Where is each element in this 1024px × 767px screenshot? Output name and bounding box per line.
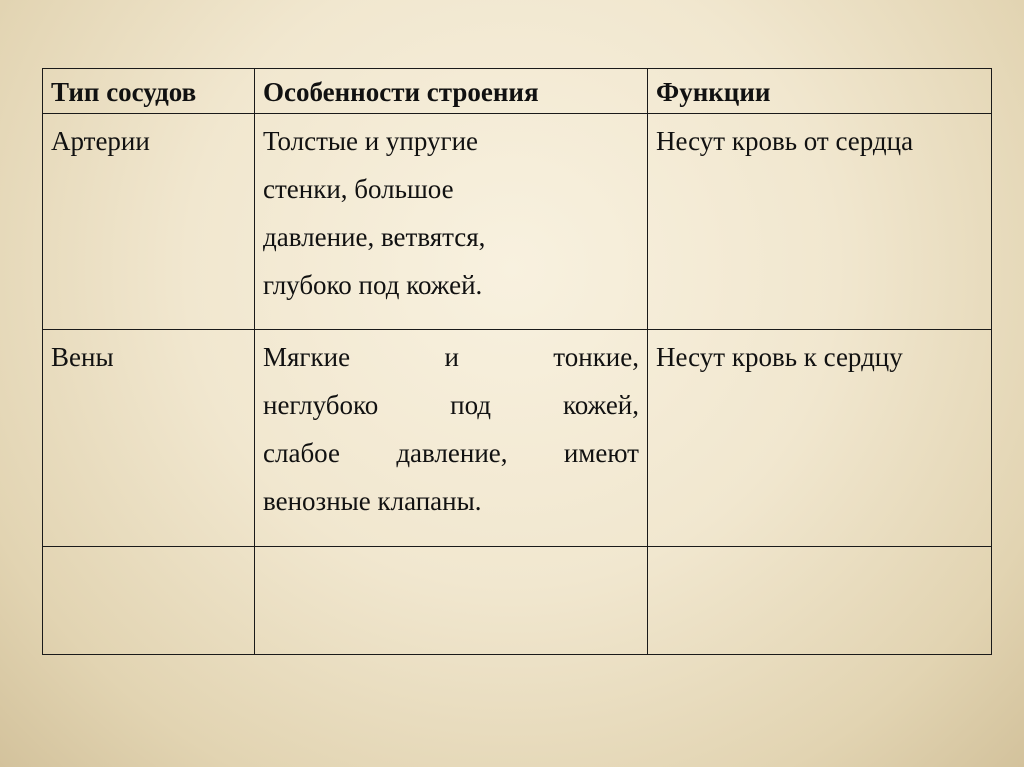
cell-vessel-type xyxy=(43,547,255,655)
table-row xyxy=(43,114,992,330)
table-header-row xyxy=(43,69,992,114)
header-functions: Функции xyxy=(648,69,992,114)
structure-line: глубоко под кожей. xyxy=(263,270,483,300)
header-structure: Особенности строения xyxy=(255,69,648,114)
cell-function xyxy=(648,547,992,655)
structure-line: Мягкие и тонкие, xyxy=(263,342,639,372)
structure-line: венозные клапаны. xyxy=(263,486,482,516)
cell-vessel-type: Вены xyxy=(43,330,255,547)
cell-function: Несут кровь к сердцу xyxy=(648,330,992,547)
cell-vessel-type: Артерии xyxy=(43,114,255,330)
structure-line: неглубоко под кожей, xyxy=(263,390,639,420)
structure-line: слабое давление, имеют xyxy=(263,438,639,468)
structure-line: Толстые и упругие xyxy=(263,126,479,156)
cell-structure xyxy=(255,330,648,547)
cell-structure xyxy=(255,547,648,655)
table-row xyxy=(43,330,992,547)
structure-line: стенки, большое xyxy=(263,174,454,204)
cell-structure xyxy=(255,114,648,330)
header-vessel-type: Тип сосудов xyxy=(43,69,255,114)
structure-line: давление, ветвятся, xyxy=(263,222,486,252)
cell-function: Несут кровь от сердца xyxy=(648,114,992,330)
vessel-table xyxy=(42,68,992,655)
table-row xyxy=(43,547,992,655)
